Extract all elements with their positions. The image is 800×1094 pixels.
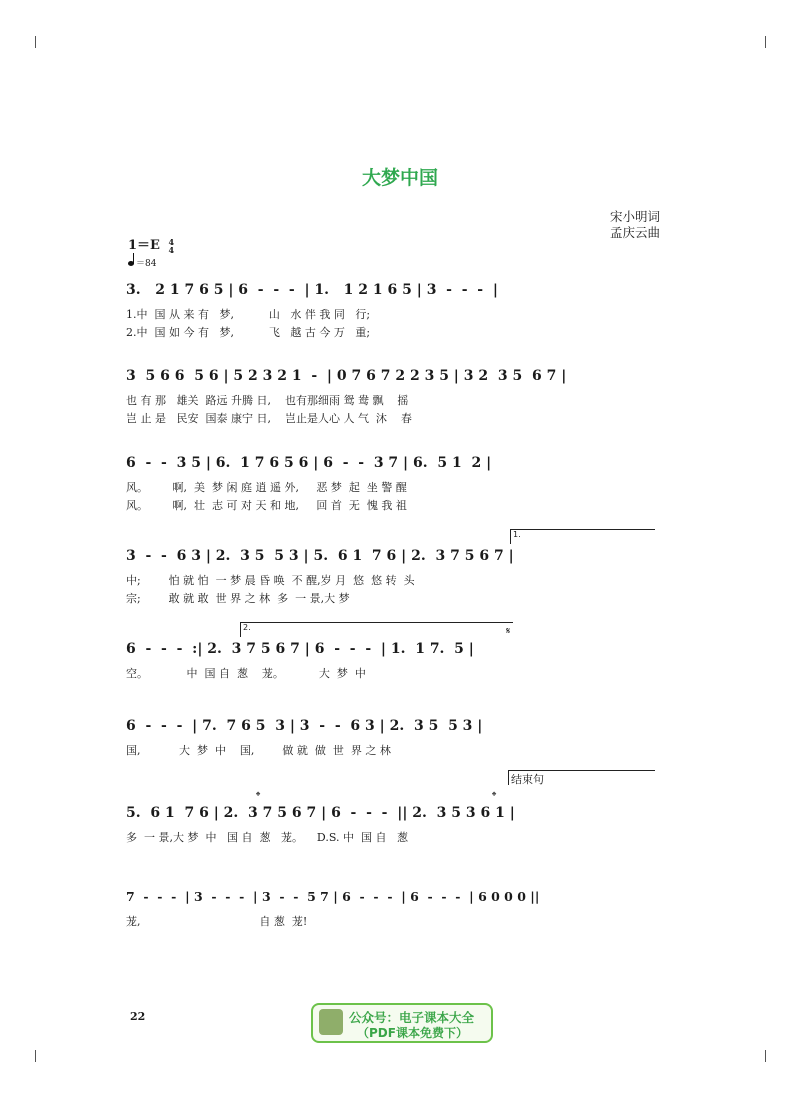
ending-label: 结束句 [511,773,544,786]
composer-credit: 孟庆云曲 [609,225,660,240]
lyric-line: 岂 止 是 民安 国泰 康宁 日, 岂止是人心 人 气 沐 春 [126,412,412,425]
crop-mark [35,36,36,48]
lyric-line: 风。 啊, 壮 志 可 对 天 和 地, 回 首 无 愧 我 祖 [126,499,407,512]
notation-line: 3 5 6 6 5 6 | 5 2 3 2 1 - | 0 7 6 7 2 2 3 5 | 3 2 3 5 6 7 | [126,368,567,384]
ending-bracket [508,770,655,785]
book-icon [319,1009,343,1035]
lyric-line: 空。 中 国 自 葱 茏。 大 梦 中 [126,667,366,680]
song-title: 大梦中国 [361,167,438,189]
music-system [126,889,654,959]
crop-mark [35,1050,36,1062]
lyric-line: 风。 啊, 美 梦 闲 庭 逍 遥 外, 恶 梦 起 坐 警 醒 [126,481,407,494]
time-bottom: 4 [168,244,175,255]
notation-line: 7 - - - | 3 - - - | 3 - - 5 7 | 6 - - - | 6 - - - | 6 0 0 0 || [126,889,540,904]
lyric-line: 国, 大 梦 中 国, 做 就 做 世 界 之 林 [126,744,391,757]
page-number: 22 [130,1010,146,1023]
notation-line: 3. 2 1 7 6 5 | 6 - - - | 1. 1 2 1 6 5 | 3 - - - | [126,282,498,298]
coda-sign: 𝄌 [492,789,497,803]
lyric-line: 中; 怕 就 怕 一 梦 晨 昏 唤 不 醒,岁 月 悠 悠 转 头 [126,574,415,587]
lyric-line: 多 一 景,大 梦 中 国 自 葱 茏。 D.S. 中 国 自 葱 [126,831,408,844]
music-system [126,805,654,875]
lyric-line: 1.中 国 从 来 有 梦, 山 水 伴 我 同 行; [126,308,371,321]
badge-line-2: （PDF课本免费下） [357,1026,468,1040]
notation-line: 5. 6 1 7 6 | 2. 3 7 5 6 7 | 6 - - - || 2. 3 5 3 6 1 | [126,805,515,821]
tempo-value: ＝84 [136,259,157,269]
key-signature [128,234,174,254]
notation-line: 6 - - - | 7. 7 6 5 3 | 3 - - 6 3 | 2. 3 5 5 3 | [126,718,483,734]
key-label: 1＝E [128,238,160,253]
music-system [126,548,654,618]
music-system [126,368,654,438]
music-system [126,455,654,525]
crop-mark [765,36,766,48]
lyric-line: 宗; 敢 就 敢 世 界 之 林 多 一 景,大 梦 [126,592,350,605]
volta-bracket-2: 2. [240,622,513,637]
time-top: 4 [168,236,175,247]
crop-mark [765,1050,766,1062]
badge-line-1: 公众号：电子课本大全 [349,1010,475,1025]
quarter-note-icon [128,261,134,266]
lyric-line: 2.中 国 如 今 有 梦, 飞 越 古 今 万 重; [126,326,371,339]
time-signature [169,238,175,254]
coda-sign: 𝄌 [256,789,261,803]
watermark-badge [311,1003,493,1043]
notation-line: 6 - - - :| 2. 3 7 5 6 7 | 6 - - - | 1. 1 7. 5 | [126,641,474,657]
lyric-line: 茏, 自 葱 茏! [126,915,308,928]
notation-line: 3 - - 6 3 | 2. 3 5 5 3 | 5. 6 1 7 6 | 2. 3 7 5 6 7 | [126,548,514,564]
volta-bracket-1: 1. [510,529,655,544]
lyric-line: 也 有 那 雄关 路远 升腾 日, 也有那细雨 鸳 鸯 飘 摇 [126,394,409,407]
segno-sign: 𝄋 [506,626,511,637]
music-system [126,641,654,711]
music-system [126,282,654,352]
lyricist-credit: 宋小明词 [609,209,660,224]
notation-line: 6 - - 3 5 | 6. 1 7 6 5 6 | 6 - - 3 7 | 6. 5 1 2 | [126,455,492,471]
tempo-marking [128,256,156,269]
